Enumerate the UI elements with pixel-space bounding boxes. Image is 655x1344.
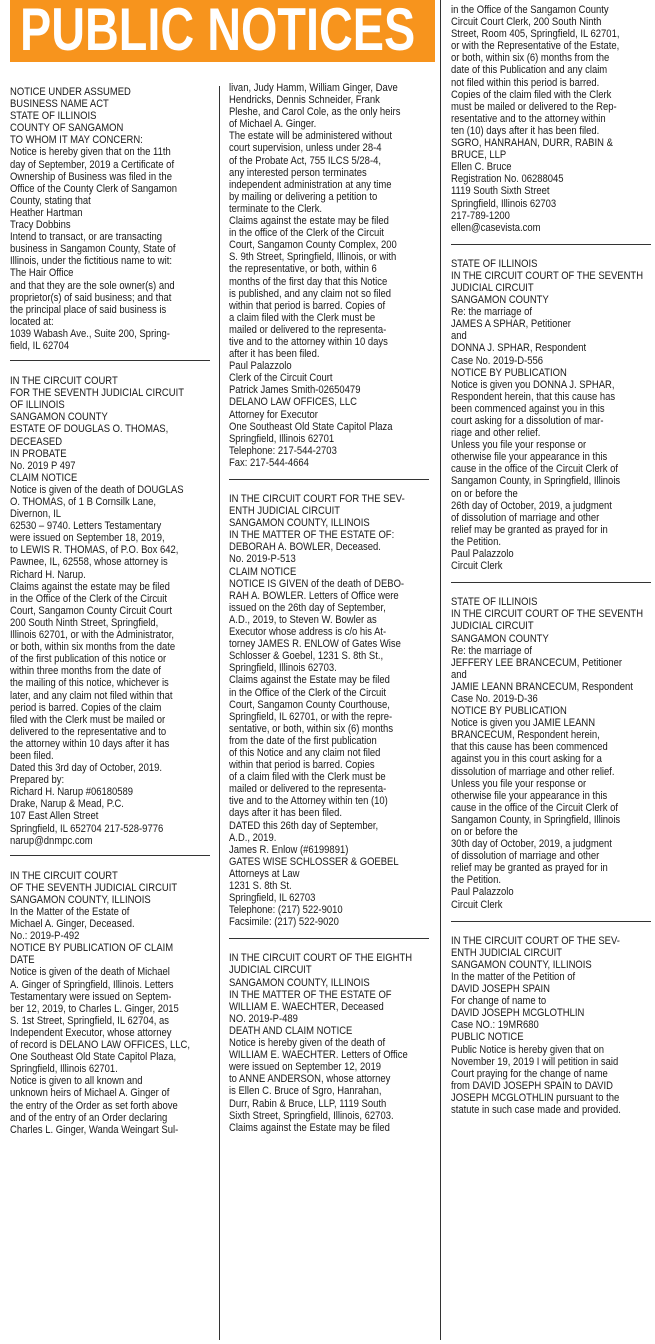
notice-text-line: independent administration at any time [229,178,392,191]
notice-text-line: Registration No. 06288045 [451,173,564,186]
notice-text-line: IN THE CIRCUIT COURT [10,869,118,882]
notice-text-line: Notice is given to all known and [10,1075,143,1088]
notice-text-line: the Petition. [451,874,501,887]
notice-text-line: BRUCE, LLP [451,149,507,162]
notice-text-line: the representative, or both, within 6 [229,263,377,276]
notice-text-line: Notice is given you JAMIE LEANN [451,717,596,730]
notice-text-line: by mailing or delivering a petition to [229,190,378,203]
notice-text-line: Heather Hartman [10,206,83,219]
notice-text-line: in the Office of the Clerk of the Circuit [10,592,168,605]
notice-text-line: DAVID JOSEPH SPAIN [451,983,551,996]
notice-text-line: Claims against the estate may be filed [10,580,170,593]
notice-text-line: Tracy Dobbins [10,219,71,232]
notice-text-line: The Hair Office [10,267,74,280]
notice-text-line: cause in the office of the Circuit Clerk of [451,463,619,476]
notice-text-line: livan, Judy Hamm, William Ginger, Dave [229,82,398,94]
notice-text-line: and that they are the sole owner(s) and [10,279,175,292]
notice-text-line: the principal place of said business is [10,303,167,316]
notice-text-line: Office of the County Clerk of Sangamon [10,182,178,195]
notice-text-line: tive and to the attorney within 10 days [229,335,388,348]
notice-text-line: Illinois 62701, or with the Administrator, [10,629,175,642]
notice-text-line: statute in such case made and provided. [451,1103,621,1116]
notice-text-line: a claim filed with the Clerk must be [229,311,376,324]
notice-text-line: Re: the marriage of [451,644,532,657]
notice-text-line: No. 2019 P 497 [10,459,76,472]
notice-text-line: to LEWIS R. THOMAS, of P.O. Box 642, [10,544,179,557]
notice-text-line: Court, Sangamon County Courthouse, [229,698,390,711]
notice-text-line: SANGAMON COUNTY [451,632,549,645]
notice-text-line: the entry of the Order as set forth above [10,1099,178,1112]
notice-text-line: STATE OF ILLINOIS [451,596,538,609]
page-title: PUBLIC NOTICES [20,0,416,63]
notice-text-line: ENTH JUDICIAL CIRCUIT [451,946,563,959]
notice-text-line: of this Notice and any claim not filed [229,746,381,759]
notice-text-line: DELANO LAW OFFICES, LLC [229,396,357,409]
notice-text-line: JOSEPH MCGLOTHLIN pursuant to the [451,1091,620,1104]
notice-text-line: Springfield, IL 62701, or with the repre- [229,710,393,723]
notice-text-line: Attorneys at Law [229,867,300,880]
notice-text-line: Divernon, IL [10,508,62,521]
notice-text-line: Case NO.: 19MR680 [451,1019,539,1032]
notice-text-line: narup@dnmpc.com [10,834,93,847]
notice-text-line: located at: [10,315,54,328]
notice-text-line: within three months from the date of [10,665,161,678]
notice-text-line: Notice is given you DONNA J. SPHAR, [451,378,615,391]
notice-text-line: O. THOMAS, of 1 B Cornsilk Lane, [10,496,156,508]
notice-text-line: 200 South Ninth Street, Springfield, [10,616,159,629]
notice-text-line: IN THE CIRCUIT COURT OF THE SEVENTH [451,608,644,621]
notice-text-line: been commenced against you in this [451,402,605,415]
notice-text-line: Charles L. Ginger, Wanda Weingart Sul- [10,1123,179,1136]
notice-text-line: SANGAMON COUNTY [10,411,108,424]
notice-text-line: Circuit Court Clerk, 200 South Ninth [451,16,602,29]
notice-text-line: SANGAMON COUNTY, ILLINOIS [10,893,151,906]
notice-text-line: sentative, or both, within six (6) months [229,722,394,735]
notice-text-line: The estate will be administered without [229,130,393,143]
notice-text-line: Sangamon County, in Springfield, Illinois [451,813,621,826]
notice-text-line: Paul Palazzolo [451,548,514,561]
legal-notice [10,870,210,1136]
notice-text-line: DATE [10,954,35,967]
notice-text-line: NOTICE BY PUBLICATION [451,366,567,379]
notice-text-line: were issued on September 12, 2019 [229,1061,381,1074]
notice-text-line: Re: the marriage of [451,306,532,319]
notice-text-line: County, stating that [10,194,91,207]
notice-text-line: November 19, 2019 I will petition in said [451,1055,619,1068]
notice-text-line: PUBLIC NOTICE [451,1031,524,1044]
notice-text-line: Circuit Clerk [451,898,503,911]
notice-text-line: JEFFERY LEE BRANCECUM, Petitioner [451,656,623,669]
notice-text-line: NOTICE BY PUBLICATION OF CLAIM [10,942,174,955]
notice-text-line: mailed or delivered to the representa- [229,323,387,336]
notice-text-line: IN THE MATTER OF THE ESTATE OF [229,988,392,1001]
notice-text-line: Paul Palazzolo [229,360,292,373]
notice-text-line: Notice is given of the death of Michael [10,966,170,979]
notice-text-line: DONNA J. SPHAR, Respondent [451,342,587,355]
notice-text-line: Ownership of Business was filed in the [10,170,172,183]
notice-text-line: Durr, Rabin & Bruce, LLP, 1119 South [229,1097,387,1110]
notice-text-line: tive and to the Attorney within ten (10) [229,795,388,808]
notice-text-line: Springfield, Illinois 62701 [229,432,335,445]
notice-text-line: S. 1st Street, Springfield, IL 62704, as [10,1014,169,1027]
notice-text-line: day of September, 2019 a Certificate of [10,158,175,171]
notice-text-line: IN THE CIRCUIT COURT OF THE EIGHTH [229,952,413,965]
notice-text-line: One Southeast Old State Capitol Plaza, [10,1051,177,1064]
notice-text-line: the mailing of this notice, whichever is [10,677,169,690]
notice-text-line: STATE OF ILLINOIS [451,257,538,270]
legal-notice [229,493,429,928]
notice-divider [451,921,651,922]
notice-text-line: Prepared by: [10,774,65,787]
notice-text-line: Attorney for Executor [229,408,318,421]
notice-text-line: business in Sangamon County, State of [10,243,176,256]
notice-text-line: or both, within six (6) months from the [451,52,610,65]
notice-text-line: Unless you file your response or [451,777,587,790]
notice-text-line: relief may be granted as prayed for in [451,862,608,875]
notice-text-line: Ellen C. Bruce [451,161,512,174]
notice-text-line: IN THE CIRCUIT COURT [10,375,118,388]
notice-text-line: any interested person terminates [229,166,367,179]
notice-text-line: A. Ginger of Springfield, Illinois. Letters [10,978,174,991]
notice-text-line: Notice is hereby given of the death of [229,1037,386,1050]
notice-text-line: ESTATE OF DOUGLAS O. THOMAS, [10,423,169,436]
notice-text-line: filed with the Clerk must be mailed or [10,713,166,726]
notices-column-2 [229,82,429,1344]
legal-notice [10,86,210,352]
notice-text-line: torney JAMES R. ENLOW of Gates Wise [229,638,401,651]
notice-text-line: Richard H. Narup #06180589 [10,786,134,799]
notice-divider [229,938,429,939]
notice-text-line: Springfield, Illinois 62703. [229,662,337,675]
notice-text-line: Case No. 2019-D-556 [451,354,544,367]
notice-text-line: Facsimile: (217) 522-9020 [229,916,339,929]
notice-text-line: BUSINESS NAME ACT [10,98,109,111]
notice-text-line: Unless you file your response or [451,439,587,452]
notice-text-line: issued on the 26th day of September, [229,601,386,614]
column-divider [440,0,441,1340]
notice-text-line: ten (10) days after it has been filed. [451,124,600,137]
legal-notice [229,82,429,469]
notice-text-line: Clerk of the Circuit Court [229,372,333,385]
legal-notice [451,4,651,234]
column-divider [219,86,220,1340]
notice-text-line: A.D., 2019, to Steven W. Bowler as [229,613,377,626]
notice-text-line: Sangamon County, in Springfield, Illinois [451,475,621,488]
notice-text-line: were issued on September 18, 2019, [10,532,165,545]
notice-text-line: Drake, Narup & Mead, P.C. [10,798,124,811]
notice-text-line: in the office of the Clerk of the Circuit [229,227,384,240]
notice-text-line: Independent Executor, whose attorney [10,1026,172,1039]
notice-text-line: Fax: 217-544-4664 [229,456,309,469]
notice-text-line: period is barred. Copies of the claim [10,701,162,714]
notice-text-line: and [451,330,467,343]
notice-text-line: CLAIM NOTICE [229,565,297,578]
notice-text-line: CLAIM NOTICE [10,471,78,484]
notice-text-line: OF ILLINOIS [10,399,65,412]
notice-text-line: 1119 South Sixth Street [451,185,550,198]
notice-text-line: of a claim filed with the Clerk must be [229,771,386,784]
notice-text-line: A.D., 2019. [229,831,277,844]
notice-text-line: is Ellen C. Bruce of Sgro, Hanrahan, [229,1085,382,1098]
notice-text-line: Public Notice is hereby given that on [451,1043,605,1056]
notice-text-line: cause in the office of the Circuit Clerk of [451,801,619,814]
notice-text-line: is published, and any claim not so filed [229,287,391,300]
notice-text-line: JAMIE LEANN BRANCECUM, Respondent [451,680,633,693]
notice-text-line: In the matter of the Petition of [451,970,576,983]
legal-notice [451,596,651,910]
notice-text-line: 217-789-1200 [451,209,510,222]
notice-text-line: NOTICE BY PUBLICATION [451,705,567,718]
notice-text-line: of dissolution of marriage and other [451,850,600,863]
notice-text-line: or with the Representative of the Estate, [451,40,620,53]
notice-text-line: Illinois, under the fictitious name to wit: [10,255,172,268]
notice-text-line: against you in this court asking for a [451,753,602,766]
notice-text-line: Telephone: (217) 522-9010 [229,904,343,917]
notice-text-line: within that period is barred. Copies of [229,299,386,312]
notice-text-line: riage and other relief. [451,427,541,440]
notice-text-line: field, IL 62704 [10,339,70,352]
notice-text-line: court asking for a dissolution of mar- [451,415,604,427]
notice-text-line: SANGAMON COUNTY, ILLINOIS [451,958,592,971]
notice-text-line: delivered to the representative and to [10,725,167,738]
notice-text-line: of record is DELANO LAW OFFICES, LLC, [10,1039,190,1052]
notice-text-line: Pawnee, IL, 62558, whose attorney is [10,556,168,569]
notice-text-line: IN THE MATTER OF THE ESTATE OF: [229,529,395,542]
notice-text-line: days after it has been filed. [229,807,343,820]
notice-text-line: Claims against the Estate may be filed [229,674,390,687]
notice-text-line: JUDICIAL CIRCUIT [451,281,534,294]
notices-column-1 [10,86,210,1344]
legal-notice [229,952,429,1133]
notice-divider [229,479,429,480]
notice-text-line: Claims against the Estate may be filed [229,1121,390,1134]
notice-text-line: Notice is hereby given that on the 11th [10,146,171,159]
notice-text-line: of Michael A. Ginger. [229,118,317,131]
notice-text-line: of the Probate Act, 755 ILCS 5/28-4, [229,154,381,167]
notice-text-line: otherwise file your appearance in this [451,789,608,802]
notice-text-line: Street, Room 405, Springfield, IL 62701, [451,28,620,41]
notice-text-line: months of the first day that this Notice [229,275,388,288]
notice-text-line: SGRO, HANRAHAN, DURR, RABIN & [451,137,613,150]
notice-text-line: SANGAMON COUNTY, ILLINOIS [229,517,370,530]
notice-text-line: 26th day of October, 2019, a judgment [451,499,612,512]
notice-text-line: James R. Enlow (#6199891) [229,843,349,856]
notice-divider [10,360,210,361]
notice-text-line: from the date of the first publication [229,734,377,747]
notice-text-line: and of the entry of an Order declaring [10,1111,168,1124]
notice-text-line: JUDICIAL CIRCUIT [229,964,312,977]
notice-text-line: relief may be granted as prayed for in [451,523,608,536]
notice-text-line: DAVID JOSEPH MCGLOTHLIN [451,1007,585,1020]
notice-text-line: DECEASED [10,435,63,448]
notice-text-line: DATED this 26th day of September, [229,819,379,832]
notice-text-line: Respondent herein, that this cause has [451,390,616,403]
notice-text-line: JAMES A SPHAR, Petitioner [451,318,571,331]
notice-text-line: must be mailed or delivered to the Rep- [451,100,617,113]
notice-text-line: WILLIAM E. WAECHTER, Deceased [229,1000,384,1013]
notice-text-line: Court praying for the change of name [451,1067,608,1080]
notice-text-line: Copies of the claim filed with the Clerk [451,88,612,101]
notice-text-line: Michael A. Ginger, Deceased. [10,918,135,931]
notice-text-line: date of this Publication and any claim [451,64,608,77]
public-notices-banner [10,0,435,62]
notice-text-line: One Southeast Old State Capitol Plaza [229,420,393,433]
notice-text-line: after it has been filed. [229,348,320,361]
notice-text-line: Richard H. Narup. [10,568,86,581]
notice-text-line: of dissolution of marriage and other [451,511,600,524]
notice-text-line: IN THE CIRCUIT COURT OF THE SEV- [451,934,620,947]
notice-text-line: in the Office of the Sangamon County [451,4,609,16]
notice-text-line: Circuit Clerk [451,560,503,573]
notice-text-line: Dated this 3rd day of October, 2019. [10,762,162,775]
notice-text-line: or both, within six months from the date [10,641,176,654]
notice-text-line: ellen@casevista.com [451,221,541,234]
notice-text-line: Patrick James Smith-02650479 [229,384,361,397]
notice-text-line: Schlosser & Goebel, 1231 S. 8th St., [229,650,384,663]
notice-text-line: on or before the [451,487,518,500]
notice-text-line: In the Matter of the Estate of [10,906,130,918]
notice-text-line: Paul Palazzolo [451,886,514,899]
notice-text-line: Springfield, IL 62703 [229,892,316,905]
notice-text-line: 1039 Wabash Ave., Suite 200, Spring- [10,327,170,340]
notice-text-line: and [451,668,467,681]
notice-text-line: later, and any claim not filed within that [10,689,173,702]
notice-text-line: from DAVID JOSEPH SPAIN to DAVID [451,1079,613,1092]
notice-text-line: resentative and to the attorney within [451,112,606,125]
notice-text-line: IN PROBATE [10,447,67,460]
notice-text-line: otherwise file your appearance in this [451,451,608,464]
notice-text-line: Springfield, IL 652704 217-528-9776 [10,822,164,835]
notice-text-line: STATE OF ILLINOIS [10,110,97,123]
notice-text-line: 62530 – 9740. Letters Testamentary [10,520,162,533]
notice-text-line: ber 12, 2019, to Charles L. Ginger, 2015 [10,1002,179,1015]
notice-text-line: Executor whose address is c/o his At- [229,626,387,639]
notice-text-line: the Petition. [451,535,501,548]
notice-text-line: terminate to the Clerk. [229,202,323,215]
notice-text-line: Claims against the estate may be filed [229,215,389,228]
notice-text-line: proprietor(s) of said business; and that [10,291,172,304]
notice-text-line: NO. 2019-P-489 [229,1012,298,1025]
notice-text-line: For change of name to [451,995,547,1008]
notice-text-line: not filed within this period is barred. [451,76,600,89]
notice-text-line: on or before the [451,826,518,838]
notice-text-line: Court, Sangamon County Complex, 200 [229,239,397,252]
notice-text-line: the attorney within 10 days after it has [10,737,170,750]
notice-text-line: OF THE SEVENTH JUDICIAL CIRCUIT [10,881,178,894]
notice-text-line: Court, Sangamon County Circuit Court [10,604,172,617]
notice-text-line: court supervision, unless under 28-4 [229,142,382,155]
notice-divider [10,855,210,856]
notice-text-line: NOTICE IS GIVEN of the death of DEBO- [229,577,405,590]
notice-text-line: 30th day of October, 2019, a judgment [451,838,612,851]
notice-text-line: Telephone: 217-544-2703 [229,444,337,457]
notice-text-line: Sixth Street, Springfield, Illinois, 62703. [229,1109,394,1122]
notice-text-line: 1231 S. 8th St. [229,880,292,892]
notice-text-line: Pleshe, and Carol Cole, as the only heirs [229,106,401,119]
notice-text-line: No.: 2019-P-492 [10,930,80,943]
notice-text-line: DEBORAH A. BOWLER, Deceased. [229,541,381,554]
notice-text-line: WILLIAM E. WAECHTER. Letters of Office [229,1049,408,1062]
notice-text-line: ENTH JUDICIAL CIRCUIT [229,505,341,518]
notice-text-line: 107 East Allen Street [10,810,99,823]
notice-text-line: mailed or delivered to the representa- [229,783,387,796]
notice-text-line: Springfield, Illinois 62701. [10,1063,118,1076]
notice-text-line: Notice is given of the death of DOUGLAS [10,483,184,496]
notice-text-line: FOR THE SEVENTH JUDICIAL CIRCUIT [10,387,184,400]
notice-text-line: IN THE CIRCUIT COURT OF THE SEVENTH [451,269,644,282]
legal-notice [10,375,210,847]
notice-divider [451,582,651,583]
notice-text-line: Intend to transact, or are transacting [10,231,162,244]
notices-column-3 [451,4,651,1344]
notice-text-line: unknown heirs of Michael A. Ginger of [10,1087,170,1100]
notice-text-line: S. 9th Street, Springfield, Illinois, or with [229,251,397,264]
notice-text-line: SANGAMON COUNTY, ILLINOIS [229,976,370,989]
notice-text-line: TO WHOM IT MAY CONCERN: [10,134,143,147]
notice-text-line: dissolution of marriage and other relief. [451,765,615,778]
notice-text-line: NOTICE UNDER ASSUMED [10,86,131,98]
notice-text-line: RAH A. BOWLER. Letters of Office were [229,589,399,602]
notice-divider [451,244,651,245]
notice-text-line: been filed. [10,749,54,762]
notice-text-line: BRANCECUM, Respondent herein, [451,729,600,742]
notice-text-line: SANGAMON COUNTY [451,294,549,307]
notice-text-line: of the first publication of this notice or [10,653,167,666]
notice-text-line: in the Office of the Clerk of the Circuit [229,686,387,699]
notice-text-line: IN THE CIRCUIT COURT FOR THE SEV- [229,493,405,505]
notice-text-line: GATES WISE SCHLOSSER & GOEBEL [229,855,399,868]
notice-text-line: JUDICIAL CIRCUIT [451,620,534,633]
legal-notice [451,935,651,1116]
notice-text-line: Testamentary were issued on Septem- [10,990,172,1003]
legal-notice [451,258,651,572]
notice-text-line: that this cause has been commenced [451,741,608,754]
notice-text-line: Case No. 2019-D-36 [451,692,538,705]
notice-text-line: COUNTY OF SANGAMON [10,122,124,135]
notice-text-line: No. 2019-P-513 [229,553,296,566]
notice-text-line: DEATH AND CLAIM NOTICE [229,1024,353,1037]
notice-text-line: Springfield, Illinois 62703 [451,197,557,210]
notice-text-line: within that period is barred. Copies [229,759,375,772]
notice-text-line: to ANNE ANDERSON, whose attorney [229,1073,391,1086]
notice-text-line: Hendricks, Dennis Schneider, Frank [229,94,380,107]
